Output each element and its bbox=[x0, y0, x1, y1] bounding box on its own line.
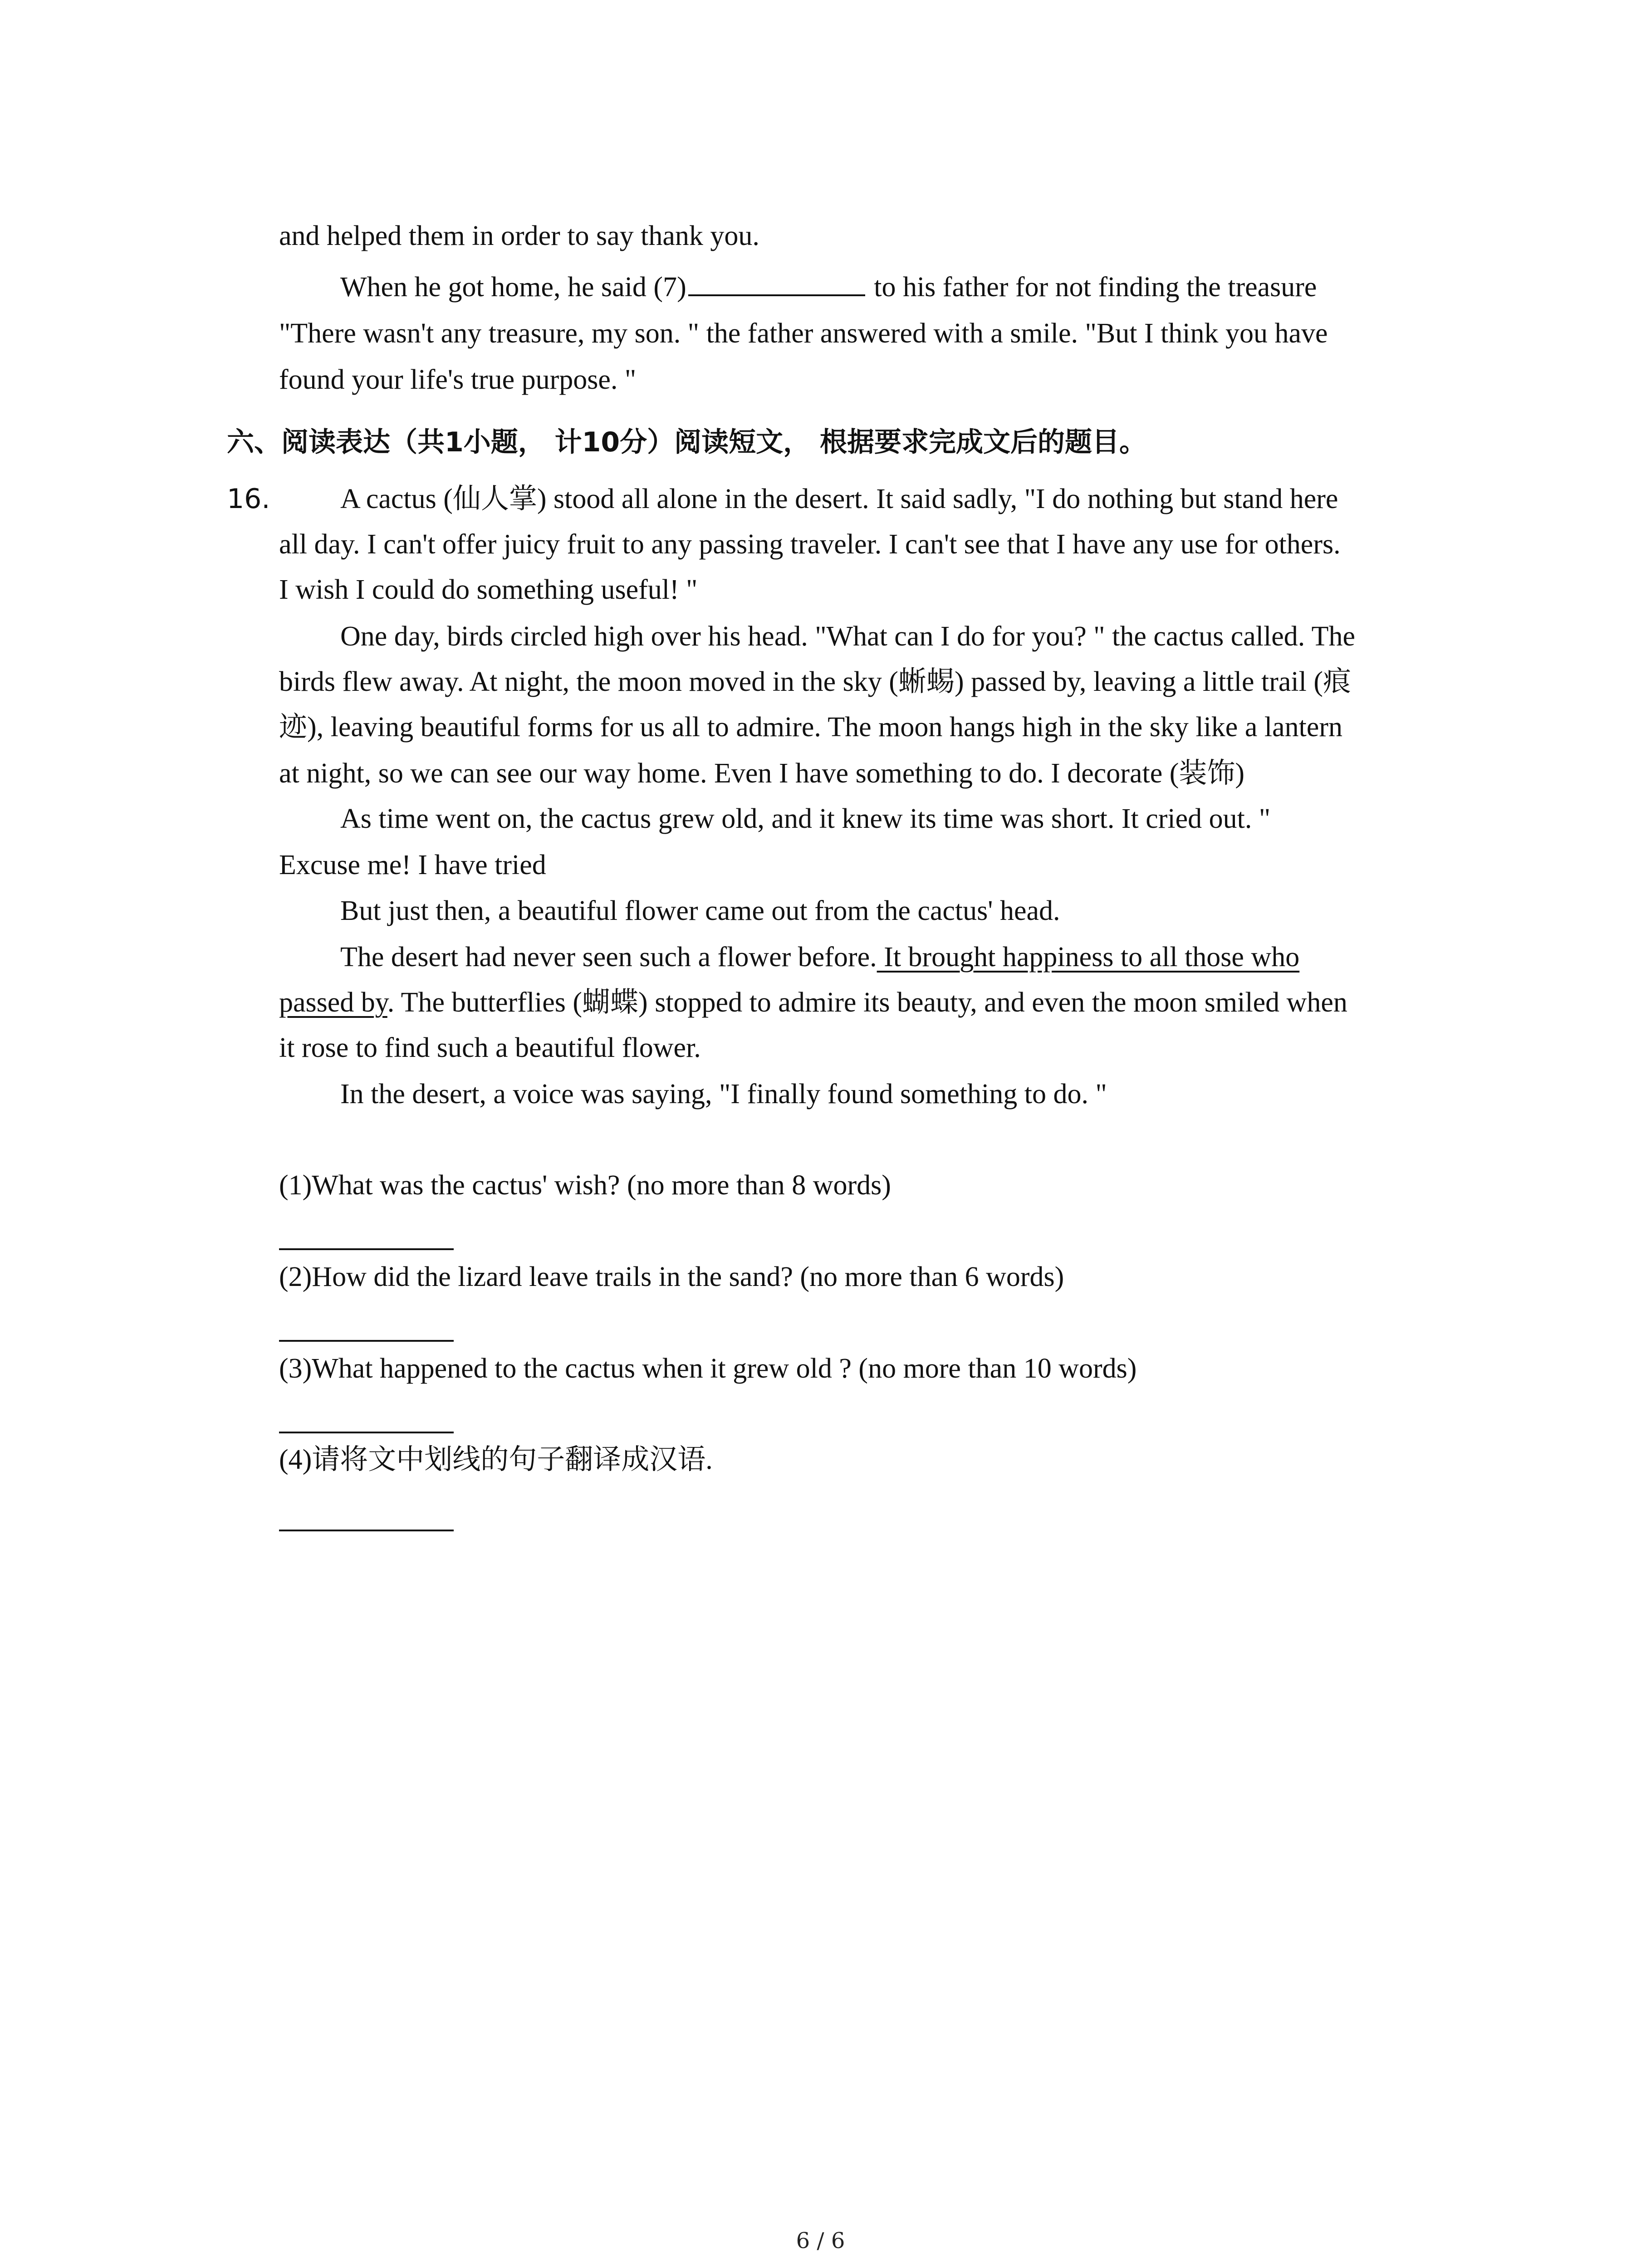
question-4: (4)请将文中划线的句子翻译成汉语. bbox=[279, 1444, 713, 1475]
answer-line-3[interactable] bbox=[279, 1432, 454, 1433]
question-2: (2)How did the lizard leave trails in the sand? (no more than 6 words) bbox=[279, 1261, 1064, 1292]
page-number: 6 / 6 bbox=[796, 2228, 845, 2253]
passage-p2-line-1: One day, birds circled high over his head. "What can I do for you? " the cactus called. The bbox=[340, 621, 1356, 652]
passage-p5-line-3: it rose to find such a beautiful flower. bbox=[279, 1032, 701, 1063]
passage-p1-line-3: I wish I could do something useful! " bbox=[279, 574, 698, 605]
passage-p4-line-1: But just then, a beautiful flower came out from the cactus' head. bbox=[340, 895, 1060, 926]
answer-line-4[interactable] bbox=[279, 1530, 454, 1531]
prev-passage-line-3: "There wasn't any treasure, my son. " the father answered with a smile. "But I think you have bbox=[279, 318, 1328, 349]
passage-p6-line-1: In the desert, a voice was saying, "I finally found something to do. " bbox=[340, 1079, 1107, 1110]
passage-p5-plain-text: The desert had never seen such a flower before. bbox=[340, 942, 877, 973]
passage-p5-line-2-rest: . The butterflies (蝴蝶) stopped to admire its beauty, and even the moon smiled when bbox=[387, 987, 1347, 1018]
question-number: 16. bbox=[227, 483, 270, 515]
answer-line-1[interactable] bbox=[279, 1248, 454, 1250]
passage-p3-line-2: Excuse me! I have tried bbox=[279, 850, 546, 880]
passage-p1-line-2: all day. I can't offer juicy fruit to any passing traveler. I can't see that I have any use for others. bbox=[279, 529, 1341, 560]
passage-p2-line-4: at night, so we can see our way home. Even I have something to do. I decorate (装饰) bbox=[279, 758, 1245, 789]
passage-p5-line-1 bbox=[340, 934, 1299, 980]
prev-passage-line-1: and helped them in order to say thank you. bbox=[279, 220, 759, 251]
prev-passage-line-2-end: to his father for not finding the treasure bbox=[867, 272, 1317, 303]
answer-line-2[interactable] bbox=[279, 1340, 454, 1342]
question-1: (1)What was the cactus' wish? (no more than 8 words) bbox=[279, 1170, 891, 1201]
passage-p5-line-2 bbox=[279, 980, 1347, 1026]
prev-passage-line-4: found your life's true purpose. " bbox=[279, 364, 637, 395]
passage-p3-line-1: As time went on, the cactus grew old, and it knew its time was short. It cried out. " bbox=[340, 803, 1271, 834]
underlined-sentence-part-2: passed by bbox=[279, 987, 387, 1018]
underlined-sentence-part-1: It brought happiness to all those who bbox=[877, 942, 1300, 973]
section-heading: 六、阅读表达（共1小题， 计10分）阅读短文， 根据要求完成文后的题目。 bbox=[227, 426, 1147, 458]
blank-7[interactable] bbox=[688, 266, 865, 296]
prev-passage-line-2 bbox=[340, 264, 1317, 310]
question-3: (3)What happened to the cactus when it grew old ? (no more than 10 words) bbox=[279, 1353, 1137, 1384]
passage-p2-line-3: 迹), leaving beautiful forms for us all to admire. The moon hangs high in the sky like a lantern bbox=[279, 712, 1342, 743]
passage-p2-line-2: birds flew away. At night, the moon moved in the sky (蜥蜴) passed by, leaving a little trail (痕 bbox=[279, 666, 1351, 697]
passage-p1-line-1: A cactus (仙人掌) stood all alone in the desert. It said sadly, "I do nothing but stand here bbox=[340, 484, 1338, 514]
prev-passage-line-2-start: When he got home, he said (7) bbox=[340, 272, 686, 303]
